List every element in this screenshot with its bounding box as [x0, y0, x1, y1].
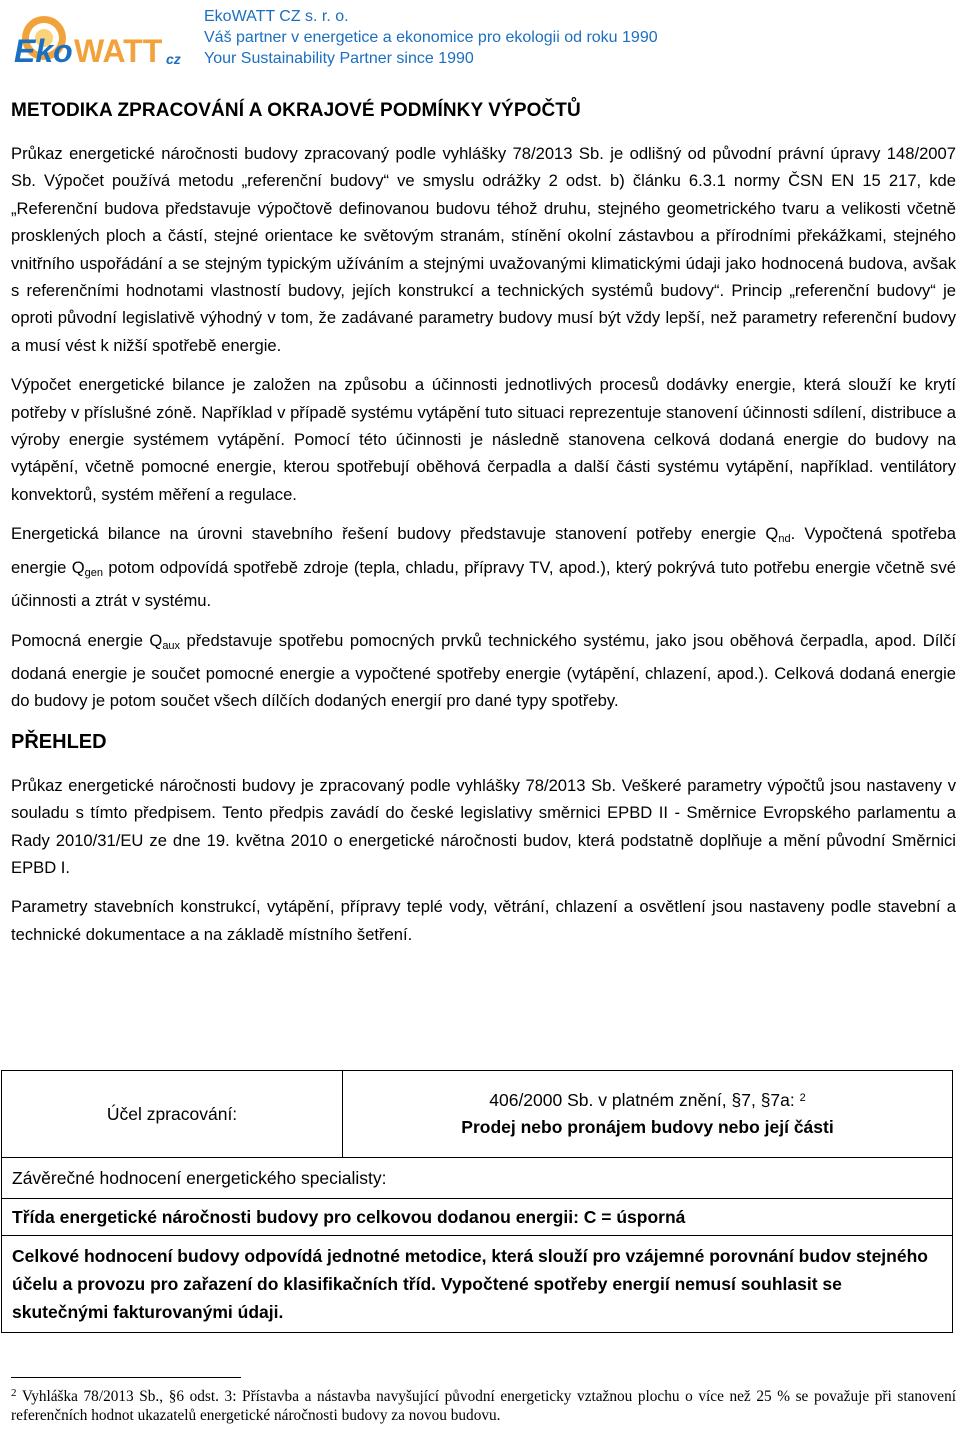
- paragraph-building-balance: Energetická bilance na úrovni stavebního řešení budovy představuje stanovení potřeby energie $Q_{nd}$. Vypočtená spotřeba energie $Q_{gen}$ potom odpovídá spotřebě zdroje (tepla, chladu, přípravy TV, apod.), který pokrývá tuto potřebu energie včetně své účinnosti a ztrát v systému.: [11, 524, 956, 611]
- energy-class-line: Třída energetické náročnosti budovy pro celkovou dodanou energii: C = úsporná: [12, 1206, 686, 1227]
- footnote-reference: 2: [799, 1092, 806, 1104]
- logo-eko: Eko: [14, 33, 73, 69]
- logo-cz: cz: [166, 51, 181, 67]
- company-name: EkoWATT CZ s. r. o.: [204, 8, 349, 25]
- purpose-reference: 406/2000 Sb. v platném znění, §7, §7a: $^2$: [489, 1090, 806, 1110]
- company-tagline-en: Your Sustainability Partner since 1990: [204, 50, 474, 67]
- company-info: [204, 6, 658, 69]
- paragraph-energy-balance: Výpočet energetické bilance je založen na způsobu a účinnosti jednotlivých procesů dodávky energie, která slouží ke krytí potřeby v příslušné zóně. Například v případě systému vytápění tuto situaci reprezentuje stanovení účinnosti sdílení, distribuce a výroby energie systémem vytápění. Pomocí této účinnosti je následně stanovena celková dodaná energie do budovy na vytápění, včetně pomocné energie, kterou spotřebují oběhová čerpadla a další části systému vytápění, například. ventilátory konvektorů, systém měření a regulace.: [11, 375, 956, 504]
- paragraph-parameters: Parametry stavebních konstrukcí, vytápění, přípravy teplé vody, větrání, chlazení a osvětlení jsou nastaveny podle stavební a technické dokumentace a na základě místního šetření.: [11, 897, 956, 944]
- page-title: METODIKA ZPRACOVÁNÍ A OKRAJOVÉ PODMÍNKY VÝPOČTŮ: [11, 100, 581, 121]
- table-row: [2, 1158, 953, 1199]
- footnote-mark: 2: [11, 1387, 17, 1399]
- footnote: [11, 1384, 956, 1425]
- table-row: [2, 1071, 953, 1158]
- company-tagline-cz: Váš partner v energetice a ekonomice pro ekologii od roku 1990: [204, 29, 658, 46]
- purpose-value-cell: [343, 1071, 953, 1158]
- assessment-note-cell: [2, 1236, 953, 1333]
- paragraph-regulation: Průkaz energetické náročnosti budovy je zpracovaný podle vyhlášky 78/2013 Sb. Veškeré parametry výpočtů jsou nastaveny v souladu s tímto předpisem. Tento předpis zavádí do české legislativy směrnici EPBD II - Směrnice Evropského parlamentu a Rady 2010/31/EU ze dne 19. května 2010 o energetické náročnosti budov, která podstatně doplňuje a mění původní Směrnici EPBD I.: [11, 775, 956, 877]
- document-body: [11, 100, 956, 960]
- purpose-label: Účel zpracování:: [106, 1103, 238, 1124]
- summary-table: [1, 1070, 953, 1333]
- energy-class-cell: [2, 1199, 953, 1236]
- section-title-overview: PŘEHLED: [11, 730, 107, 753]
- assessment-note: Celkové hodnocení budovy odpovídá jednotné metodice, která slouží pro vzájemné porovnání budov stejného účelu a provozu pro zařazení do klasifikačních tříd. Vypočtené spotřeby energií nemusí souhlasit se skutečnými fakturovanými údaji.: [12, 1246, 928, 1322]
- purpose-value: Prodej nebo pronájem budovy nebo její části: [461, 1117, 834, 1137]
- ekowatt-logo: [10, 12, 190, 74]
- table-row: [2, 1199, 953, 1236]
- page-header: [10, 4, 950, 76]
- footnote-divider: [11, 1377, 241, 1378]
- paragraph-methodology: Průkaz energetické náročnosti budovy zpracovaný podle vyhlášky 78/2013 Sb. je odlišný od původní právní úpravy 148/2007 Sb. Výpočet používá metodu „referenční budovy“ ve smyslu odrážky 2 odst. b) článku 6.3.1 normy ČSN EN 15 217, kde „Referenční budova představuje výpočtově definovanou budovu téhož druhu, stejného geometrického tvaru a velikosti včetně prosklených ploch a částí, stejné orientace ke světovým stranám, stínění okolní zástavbou a přírodními překážkami, stejného vnitřního uspořádání a se stejným typickým užíváním a stejnými uvažovanými klimatickými údaji jako hodnocená budova, avšak s referenčními hodnotami vlastností budovy, jejích konstrukcí a technických systémů budovy“. Princip „referenční budovy“ je oproti původní legislativě výhodný v tom, že zadávané parametry budovy musí být vždy lepší, než parametry referenční budovy a musí vést k nižší spotřebě energie.: [11, 144, 956, 355]
- specialist-label-cell: [2, 1158, 953, 1199]
- purpose-label-cell: [2, 1071, 343, 1158]
- paragraph-auxiliary-energy: Pomocná energie $Q_{aux}$ představuje spotřebu pomocných prvků technického systému, jako jsou oběhová čerpadla, apod. Dílčí dodaná energie je součet pomocné energie a vypočtené spotřeby energie (vytápění, chlazení, apod.). Celková dodaná energie do budovy je potom součet všech dílčích dodaných energií pro dané typy spotřeby.: [11, 630, 956, 711]
- footnote-text: Vyhláška 78/2013 Sb., §6 odst. 3: Přístavba a nástavba navyšující původní energeticky vztažnou plochu o více než 25 % se považuje při stanovení referenčních hodnot ukazatelů energetické náročnosti budovy za novou budovu.: [11, 1388, 956, 1424]
- table-row: [2, 1236, 953, 1333]
- specialist-label: Závěrečné hodnocení energetického specialisty:: [12, 1167, 387, 1188]
- logo-watt: WATT: [74, 33, 163, 69]
